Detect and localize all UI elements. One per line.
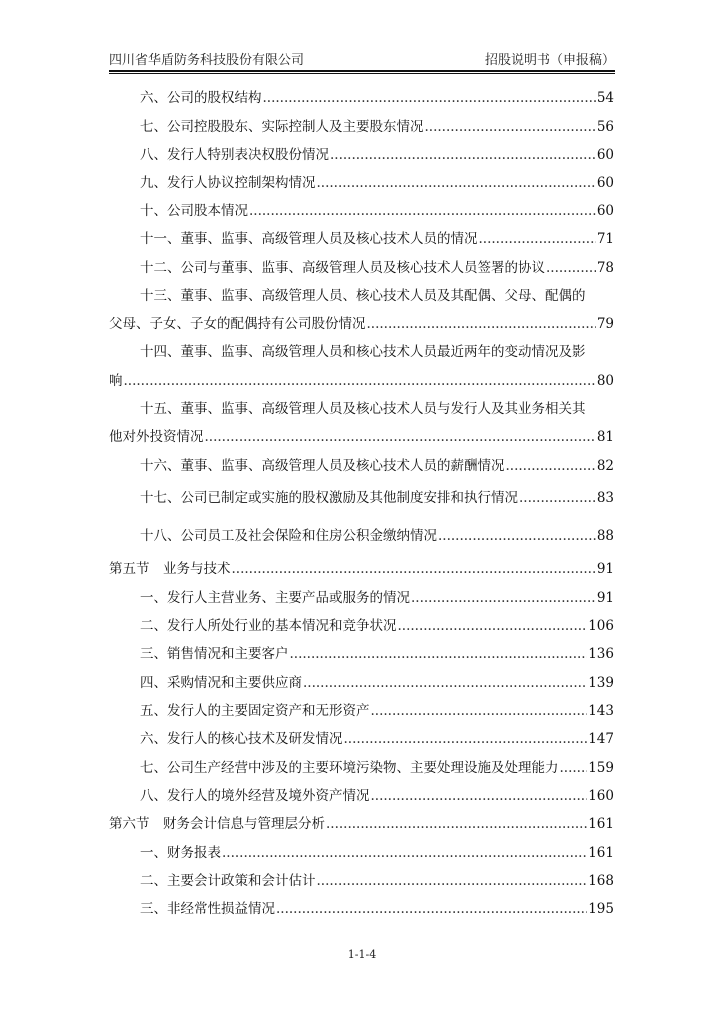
toc-entry-title: 十二、公司与董事、监事、高级管理人员及核心技术人员签署的协议 [140, 260, 545, 276]
toc-dot-leader [232, 558, 596, 580]
toc-entry[interactable] [140, 615, 614, 637]
toc-dot-leader [546, 257, 596, 279]
toc-entry-page: 143 [588, 703, 614, 719]
toc-entry-title: 八、发行人特别表决权股份情况 [140, 147, 329, 163]
toc-dot-leader [398, 615, 588, 637]
toc-entry[interactable] [109, 370, 614, 392]
toc-entry-page: 71 [596, 231, 614, 247]
toc-entry[interactable] [140, 728, 614, 750]
toc-dot-leader [263, 87, 596, 109]
toc-entry[interactable] [109, 426, 614, 448]
toc-entry-title: 三、销售情况和主要客户 [140, 646, 289, 662]
toc-dot-leader [249, 200, 596, 222]
toc-entry-page: 91 [596, 561, 614, 577]
toc-entry-title: 二、发行人所处行业的基本情况和竞争状况 [140, 618, 397, 634]
toc-dot-leader [438, 525, 596, 547]
toc-entry-title: 一、财务报表 [140, 845, 221, 861]
toc-entry-page: 60 [596, 203, 614, 219]
toc-entry[interactable] [140, 487, 614, 509]
toc-entry-page: 54 [596, 90, 614, 106]
toc-entry[interactable] [140, 525, 614, 547]
toc-dot-leader [326, 813, 587, 835]
toc-entry-title: 一、发行人主营业务、主要产品或服务的情况 [140, 590, 410, 606]
toc-entry[interactable] [140, 757, 614, 779]
toc-entry[interactable] [140, 643, 614, 665]
toc-dot-leader [344, 728, 588, 750]
toc-entry-page: 139 [588, 675, 614, 691]
toc-entry-page: 91 [596, 590, 614, 606]
toc-section-title: 第六节 财务会计信息与管理层分析 [109, 816, 325, 832]
header-document-title: 招股说明书（申报稿） [484, 53, 615, 68]
toc-section-entry[interactable] [109, 558, 614, 580]
toc-entry[interactable] [140, 455, 614, 477]
toc-dot-leader [222, 842, 587, 864]
toc-entry-title: 十八、公司员工及社会保险和住房公积金缴纳情况 [140, 528, 437, 544]
toc-dot-leader [290, 643, 588, 665]
toc-entry-title: 五、发行人的主要固定资产和无形资产 [140, 703, 370, 719]
toc-entry-title: 六、发行人的核心技术及研发情况 [140, 731, 343, 747]
toc-dot-leader [367, 313, 596, 335]
toc-entry[interactable] [140, 587, 614, 609]
toc-dot-leader [506, 455, 596, 477]
toc-entry-page: 136 [588, 646, 614, 662]
toc-entry-title: 四、采购情况和主要供应商 [140, 675, 302, 691]
toc-entry[interactable] [140, 116, 614, 138]
page-footer-number: 1-1-4 [347, 948, 377, 961]
toc-entry-title: 六、公司的股权结构 [140, 90, 262, 106]
toc-entry-title: 十六、董事、监事、高级管理人员及核心技术人员的薪酬情况 [140, 458, 505, 474]
toc-dot-leader [371, 785, 588, 807]
toc-entry-page: 159 [588, 760, 614, 776]
toc-dot-leader [205, 426, 596, 448]
toc-entry[interactable] [140, 870, 614, 892]
toc-entry[interactable] [140, 700, 614, 722]
toc-entry[interactable] [140, 87, 614, 109]
header-company-name: 四川省华盾防务科技股份有限公司 [109, 53, 305, 68]
toc-entry-page: 56 [596, 119, 614, 135]
toc-entry-title-line1[interactable]: 十三、董事、监事、高级管理人员、核心技术人员及其配偶、父母、配偶的 [140, 288, 586, 304]
toc-entry-title-line1[interactable]: 十五、董事、监事、高级管理人员及核心技术人员与发行人及其业务相关其 [140, 401, 586, 417]
toc-entry-page: 160 [588, 788, 614, 804]
toc-dot-leader [303, 672, 587, 694]
toc-section-entry[interactable] [109, 813, 614, 835]
toc-entry-title: 三、非经常性损益情况 [140, 901, 275, 917]
toc-dot-leader [560, 757, 588, 779]
toc-dot-leader [519, 487, 596, 509]
toc-entry[interactable] [140, 257, 614, 279]
toc-dot-leader [479, 228, 596, 250]
toc-entry-page: 82 [596, 458, 614, 474]
toc-entry-page: 168 [588, 873, 614, 889]
toc-entry-page: 60 [596, 147, 614, 163]
toc-entry-page: 79 [596, 316, 614, 332]
toc-entry[interactable] [109, 313, 614, 335]
toc-section-title: 第五节 业务与技术 [109, 561, 231, 577]
toc-entry-page: 147 [588, 731, 614, 747]
toc-entry-title: 二、主要会计政策和会计估计 [140, 873, 316, 889]
toc-entry-title: 响 [109, 373, 123, 389]
toc-entry[interactable] [140, 785, 614, 807]
toc-entry-title: 十一、董事、监事、高级管理人员及核心技术人员的情况 [140, 231, 478, 247]
toc-dot-leader [330, 144, 596, 166]
toc-dot-leader [411, 587, 596, 609]
toc-dot-leader [425, 116, 596, 138]
toc-entry-page: 60 [596, 175, 614, 191]
toc-entry[interactable] [140, 842, 614, 864]
toc-entry-page: 106 [588, 618, 614, 634]
toc-entry-title: 九、发行人协议控制架构情况 [140, 175, 316, 191]
toc-entry[interactable] [140, 200, 614, 222]
toc-entry-page: 161 [588, 816, 614, 832]
toc-entry-page: 81 [596, 429, 614, 445]
toc-entry-page: 88 [596, 528, 614, 544]
toc-entry-page: 83 [596, 490, 614, 506]
toc-entry-title: 父母、子女、子女的配偶持有公司股份情况 [109, 316, 366, 332]
toc-entry[interactable] [140, 144, 614, 166]
toc-entry-title: 七、公司生产经营中涉及的主要环境污染物、主要处理设施及处理能力 [140, 760, 559, 776]
toc-entry-page: 80 [596, 373, 614, 389]
toc-entry-title: 七、公司控股股东、实际控制人及主要股东情况 [140, 119, 424, 135]
toc-dot-leader [124, 370, 596, 392]
toc-dot-leader [317, 172, 596, 194]
toc-entry-title: 十、公司股本情况 [140, 203, 248, 219]
toc-entry[interactable] [140, 672, 614, 694]
toc-dot-leader [371, 700, 588, 722]
toc-entry-page: 195 [588, 901, 614, 917]
toc-entry-title: 十七、公司已制定或实施的股权激励及其他制度安排和执行情况 [140, 490, 518, 506]
toc-entry[interactable] [140, 898, 614, 920]
toc-entry-page: 78 [596, 260, 614, 276]
toc-entry[interactable] [140, 172, 614, 194]
toc-entry-title: 八、发行人的境外经营及境外资产情况 [140, 788, 370, 804]
toc-entry-page: 161 [588, 845, 614, 861]
toc-dot-leader [276, 898, 587, 920]
toc-entry[interactable] [140, 228, 614, 250]
toc-entry-title: 他对外投资情况 [109, 429, 204, 445]
toc-dot-leader [317, 870, 588, 892]
toc-entry-title-line1[interactable]: 十四、董事、监事、高级管理人员和核心技术人员最近两年的变动情况及影 [140, 344, 586, 360]
